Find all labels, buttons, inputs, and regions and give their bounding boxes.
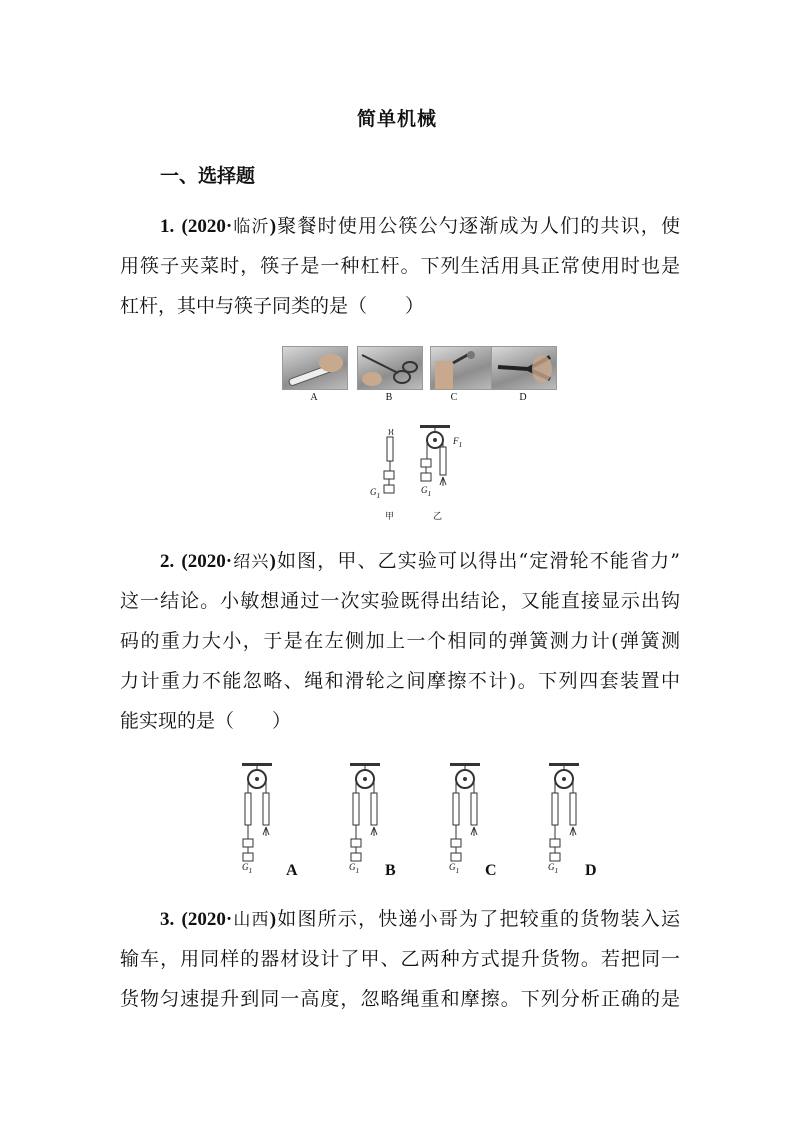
question-3-line-2: 输车，用同样的器材设计了甲、乙两种方式提升货物。若把同一 <box>120 948 680 970</box>
question-1 <box>120 206 680 326</box>
g1-label-yi: $G_1$ <box>421 485 432 498</box>
question-number: 1. <box>160 216 175 237</box>
photo-d-pliers <box>491 346 557 390</box>
f1-label: $F_1$ <box>453 436 463 449</box>
question-source-close: ) <box>269 216 277 237</box>
pulley-setup-b <box>344 763 394 873</box>
question-2 <box>120 541 680 741</box>
option-label-b: B <box>385 862 396 879</box>
figure-label-yi: 乙 <box>433 511 443 521</box>
option-label-a: A <box>310 392 318 403</box>
question-number: 3. <box>160 909 175 930</box>
question-source-open: (2020· <box>181 216 233 237</box>
photo-c-nutcracker <box>430 346 496 390</box>
question-2-line-2: 这一结论。小敏想通过一次实验既得出结论，又能直接显示出钩 <box>120 590 680 612</box>
question-2-line-1 <box>120 541 680 581</box>
question-3-line-3: 货物匀速提升到同一高度，忽略绳重和摩擦。下列分析正确的是 <box>120 988 680 1010</box>
question-text: 聚餐时使用公筷公勺逐渐成为人们的共识，使 <box>276 215 681 237</box>
question-2-line-3: 码的重力大小，于是在左侧加上一个相同的弹簧测力计(弹簧测 <box>120 630 680 652</box>
question-number: 2. <box>160 551 175 572</box>
question-1-line-1 <box>120 206 680 246</box>
g1-label-c: $G_1$ <box>449 862 460 875</box>
question-source: 山西 <box>232 910 270 930</box>
question-2-line-4: 力计重力不能忽略、绳和滑轮之间摩擦不计)。下列四套装置中 <box>120 670 680 692</box>
option-label-c: C <box>485 862 497 879</box>
pulley-setup-d <box>543 763 593 873</box>
photo-b-scissors <box>357 346 423 390</box>
question-text: 如图所示，快递小哥为了把较重的货物装入运 <box>276 908 681 930</box>
question-3 <box>120 899 680 1019</box>
page-title: 简单机械 <box>356 108 437 130</box>
question-source-open: (2020· <box>181 909 233 930</box>
g1-label-jia: $G_1$ <box>370 487 381 500</box>
g1-label-a: $G_1$ <box>242 862 253 875</box>
option-label-d: D <box>585 862 597 879</box>
question-source: 绍兴 <box>232 552 270 572</box>
question-text: 如图，甲、乙实验可以得出“定滑轮不能省力” <box>275 550 680 572</box>
question-source: 临沂 <box>232 217 270 237</box>
g1-label-b: $G_1$ <box>349 862 360 875</box>
pulley-setup-a <box>236 763 286 873</box>
option-label-c: C <box>450 392 458 403</box>
question-source-close: ) <box>269 909 277 930</box>
question-2-line-5: 能实现的是（ ） <box>120 710 292 732</box>
photo-a-chopstick-like-tool <box>282 346 348 390</box>
question-source-close: ) <box>269 551 276 572</box>
option-label-b: B <box>385 392 393 403</box>
g1-label-d: $G_1$ <box>548 862 559 875</box>
pulley-setup-c <box>444 763 494 873</box>
question-source-open: (2020· <box>181 551 233 572</box>
section-heading: 一、选择题 <box>160 165 256 187</box>
option-label-a: A <box>286 862 298 879</box>
question-1-line-2: 用筷子夹菜时，筷子是一种杠杆。下列生活用具正常使用时也是 <box>120 255 680 277</box>
figure-label-jia: 甲 <box>385 511 395 521</box>
option-label-d: D <box>519 392 527 403</box>
question-3-line-1 <box>120 899 680 939</box>
question-1-line-3: 杠杆，其中与筷子同类的是（ ） <box>120 295 425 317</box>
